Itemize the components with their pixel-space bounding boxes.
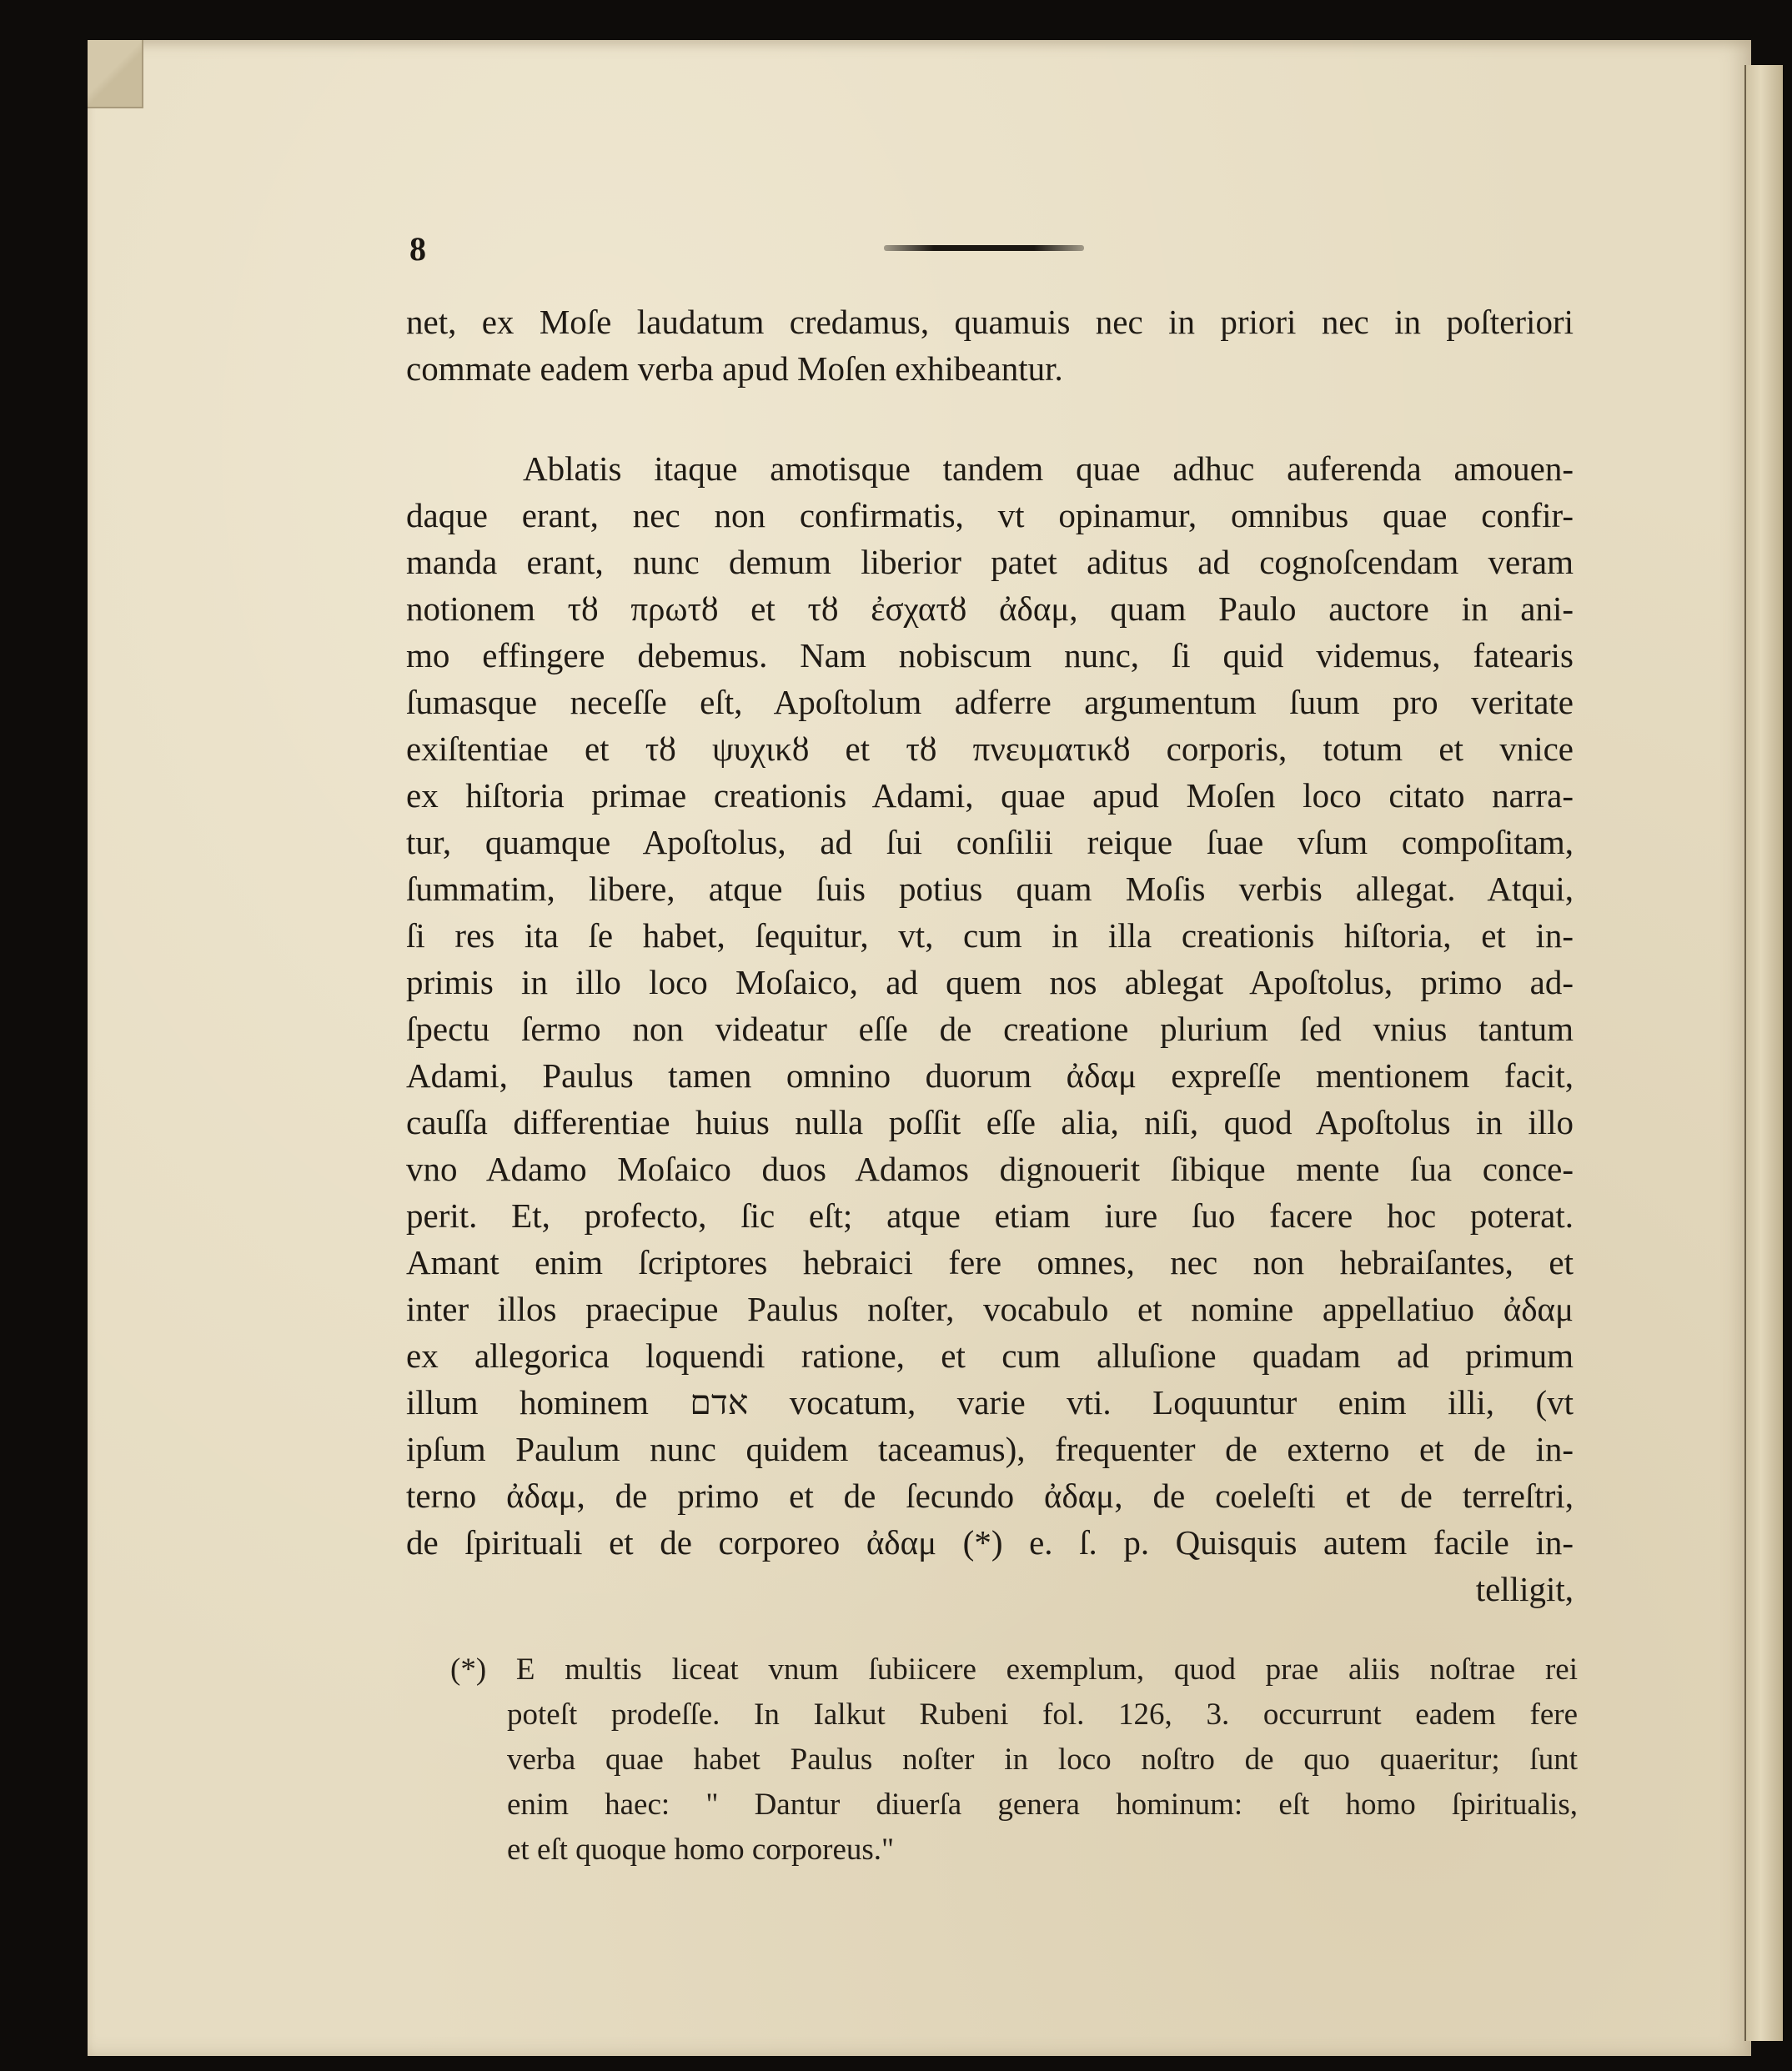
page-number: 8: [409, 230, 426, 268]
text-line: enim haec: " Dantur diuerſa genera hominum: eſt homo ſpiritualis,: [507, 1788, 1578, 1822]
text-line: ſpectu ſermo non videatur eſſe de creatione plurium ſed vnius tantum: [406, 1010, 1574, 1048]
text-line: ſumasque neceſſe eſt, Apoſtolum adferre argumentum ſuum pro veritate: [406, 683, 1574, 721]
text-line: E multis liceat vnum ſubiicere exemplum, quod prae aliis noſtrae rei: [515, 1652, 1578, 1687]
text-line: terno ἀδαμ, de primo et de ſecundo ἀδαμ, de coeleſti et de terreſtri,: [406, 1477, 1574, 1515]
text-line: exiſtentiae et τȣ ψυχικȣ et τȣ πνευματικȣ corporis, totum et vnice: [406, 730, 1574, 768]
header-ornament-rule: [884, 245, 1084, 251]
text-line: vno Adamo Moſaico duos Adamos dignouerit ſibique mente ſua conce-: [406, 1150, 1574, 1188]
text-line: verba quae habet Paulus noſter in loco noſtro de quo quaeritur; ſunt: [507, 1743, 1578, 1777]
text-line: commate eadem verba apud Moſen exhibeantur.: [406, 349, 1063, 388]
text-line: net, ex Moſe laudatum credamus, quamuis nec in priori nec in poſteriori: [406, 303, 1574, 341]
text-line: Adami, Paulus tamen omnino duorum ἀδαμ expreſſe mentionem facit,: [406, 1056, 1574, 1095]
text-line: inter illos praecipue Paulus noſter, vocabulo et nomine appellatiuo ἀδαμ: [406, 1290, 1574, 1328]
text-line: perit. Et, profecto, ſic eſt; atque etiam iure ſuo facere hoc poterat.: [406, 1196, 1574, 1235]
text-line: primis in illo loco Moſaico, ad quem nos ablegat Apoſtolus, primo ad-: [406, 963, 1574, 1001]
paragraph-continuation: [406, 298, 1574, 392]
text-line: Ablatis itaque amotisque tandem quae adhuc auferenda amouen-: [523, 449, 1574, 488]
footnote: [450, 1647, 1578, 1873]
text-line: ex hiſtoria primae creationis Adami, quae apud Moſen loco citato narra-: [406, 776, 1574, 815]
footnote-marker: (*): [450, 1652, 487, 1687]
text-line: et eſt quoque homo corporeus.": [507, 1833, 895, 1867]
text-line: poteſt prodeſſe. In Ialkut Rubeni fol. 126, 3. occurrunt eadem fere: [507, 1697, 1578, 1732]
text-line: ex allegorica loquendi ratione, et cum alluſione quadam ad primum: [406, 1336, 1574, 1375]
text-line: daque erant, nec non confirmatis, vt opinamur, omnibus quae confir-: [406, 496, 1574, 534]
main-paragraph: [406, 445, 1574, 1612]
text-line: ſi res ita ſe habet, ſequitur, vt, cum in illa creationis hiſtoria, et in-: [406, 916, 1574, 955]
catchword: telligit,: [1475, 1570, 1574, 1608]
text-line: tur, quamque Apoſtolus, ad ſui conſilii reique ſuae vſum compoſitam,: [406, 823, 1574, 861]
text-line: illum hominem אדם vocatum, varie vti. Loquuntur enim illi, (vt: [406, 1383, 1574, 1422]
text-line: ſummatim, libere, atque ſuis potius quam Moſis verbis allegat. Atqui,: [406, 870, 1574, 908]
text-line: ipſum Paulum nunc quidem taceamus), frequenter de externo et de in-: [406, 1430, 1574, 1468]
text-line: notionem τȣ πρωτȣ et τȣ ἐσχατȣ ἀδαμ, quam Paulo auctore in ani-: [406, 589, 1574, 628]
text-line: manda erant, nunc demum liberior patet aditus ad cognoſcendam veram: [406, 543, 1574, 581]
facing-page-edge: [1744, 65, 1783, 2041]
text-line: mo effingere debemus. Nam nobiscum nunc, ſi quid videmus, fatearis: [406, 636, 1574, 674]
footnote-first-line: [450, 1647, 1578, 1692]
folded-corner: [88, 40, 143, 108]
text-line: cauſſa differentiae huius nulla poſſit eſſe alia, niſi, quod Apoſtolus in illo: [406, 1103, 1574, 1141]
text-line: Amant enim ſcriptores hebraici fere omnes, nec non hebraiſantes, et: [406, 1243, 1574, 1281]
text-line: de ſpirituali et de corporeo ἀδαμ (*) e. ſ. p. Quisquis autem facile in-: [406, 1523, 1574, 1562]
